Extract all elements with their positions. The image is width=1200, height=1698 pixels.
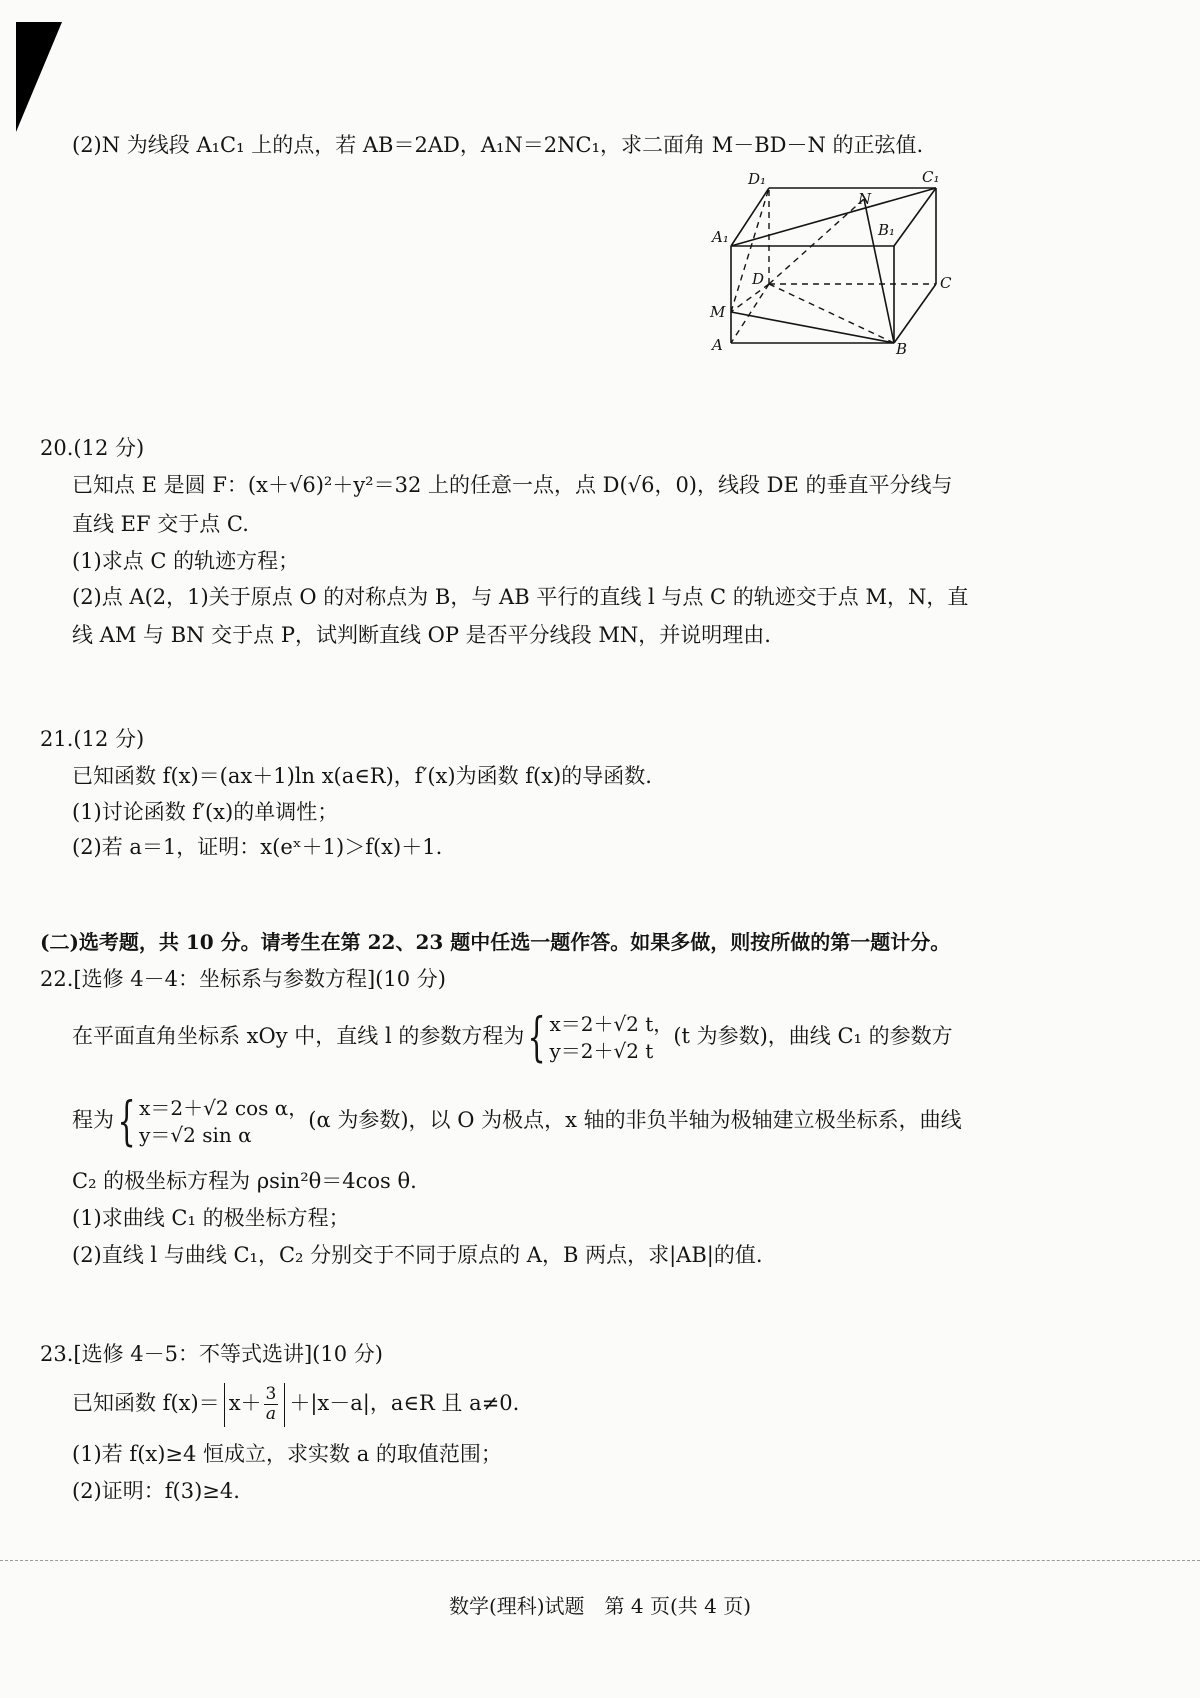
q22-part2: (2)直线 l 与曲线 C₁，C₂ 分别交于不同于原点的 A，B 两点，求|AB|的值. — [72, 1243, 763, 1267]
q23-abs-expr: x＋ — [228, 1391, 262, 1415]
q22-line2-post: (α 为参数)，以 O 为极点，x 轴的非负半轴为极轴建立极坐标系，曲线 — [308, 1108, 962, 1132]
label-b: B — [896, 340, 908, 358]
cuboid-figure — [710, 160, 968, 360]
scan-corner-mark — [16, 22, 62, 132]
q21-part1: (1)讨论函数 f′(x)的单调性； — [72, 800, 339, 824]
label-d1: D₁ — [748, 170, 767, 188]
q20-line1: 已知点 E 是圆 F：(x＋√6)²＋y²＝32 上的任意一点，点 D(√6，0)，线段 DE 的垂直平分线与 — [72, 473, 953, 497]
label-a1: A₁ — [712, 228, 729, 246]
q22-line2 — [72, 1090, 962, 1150]
sys1-row1: x＝2＋√2 t， — [549, 1011, 674, 1036]
q22-line1-pre: 在平面直角坐标系 xOy 中，直线 l 的参数方程为 — [72, 1024, 525, 1048]
q23-line1 — [72, 1377, 519, 1429]
q21-line1: 已知函数 f(x)＝(ax＋1)ln x(a∈R)，f′(x)为函数 f(x)的导函数. — [72, 764, 652, 788]
q23-line1-post: ＋|x－a|，a∈R 且 a≠0. — [289, 1391, 520, 1415]
q23-number: 23.[选修 4－5：不等式选讲](10 分) — [40, 1342, 383, 1366]
q23-line1-pre: 已知函数 f(x)＝ — [72, 1391, 220, 1415]
label-a: A — [712, 336, 723, 354]
sys2-row1: x＝2＋√2 cos α， — [139, 1095, 309, 1120]
q22-part1: (1)求曲线 C₁ 的极坐标方程； — [72, 1206, 350, 1230]
q20-part2-line1: (2)点 A(2，1)关于原点 O 的对称点为 B，与 AB 平行的直线 l 与点 C 的轨迹交于点 M，N，直 — [72, 585, 969, 609]
footer-divider — [0, 1560, 1200, 1561]
label-b1: B₁ — [878, 221, 896, 239]
label-d: D — [752, 270, 765, 288]
q23-part2: (2)证明：f(3)≥4. — [72, 1479, 240, 1503]
line-l-param-system: { x＝2＋√2 t， y＝2＋√2 t — [527, 1007, 674, 1068]
q21-number: 21.(12 分) — [40, 727, 145, 751]
sys2-row2: y＝√2 sin α — [139, 1122, 252, 1147]
q20-part1: (1)求点 C 的轨迹方程； — [72, 549, 300, 573]
label-n: N — [858, 190, 872, 208]
q22-line2-pre: 程为 — [72, 1108, 114, 1132]
fraction-3-over-a: $\frac{3}{a}$ — [265, 1384, 277, 1424]
curve-c1-param-system: { x＝2＋√2 cos α， y＝√2 sin α — [117, 1091, 309, 1152]
q22-line1 — [72, 1006, 953, 1066]
q21-part2: (2)若 a＝1，证明：x(eˣ＋1)＞f(x)＋1. — [72, 835, 443, 859]
q20-part2-line2: 线 AM 与 BN 交于点 P，试判断直线 OP 是否平分线段 MN，并说明理由. — [72, 623, 771, 647]
sys1-row2: y＝2＋√2 t — [549, 1038, 654, 1063]
q20-line2: 直线 EF 交于点 C. — [72, 512, 249, 536]
label-c1: C₁ — [922, 168, 940, 186]
q20-number: 20.(12 分) — [40, 436, 145, 460]
q19-part2: (2)N 为线段 A₁C₁ 上的点，若 AB＝2AD，A₁N＝2NC₁，求二面角 M－BD－N 的正弦值. — [72, 133, 924, 157]
label-c: C — [940, 274, 952, 292]
label-m: M — [710, 303, 726, 321]
q22-line1-post: (t 为参数)，曲线 C₁ 的参数方 — [673, 1024, 953, 1048]
q22-number: 22.[选修 4－4：坐标系与参数方程](10 分) — [40, 967, 446, 991]
page-footer: 数学(理科)试题 第 4 页(共 4 页) — [448, 1594, 752, 1618]
section2-heading: (二)选考题，共 10 分。请考生在第 22、23 题中任选一题作答。如果多做，则按所做的第一题计分。 — [40, 930, 951, 954]
q23-part1: (1)若 f(x)≥4 恒成立，求实数 a 的取值范围； — [72, 1442, 502, 1466]
q22-line3: C₂ 的极坐标方程为 ρsin²θ＝4cos θ. — [72, 1169, 417, 1193]
